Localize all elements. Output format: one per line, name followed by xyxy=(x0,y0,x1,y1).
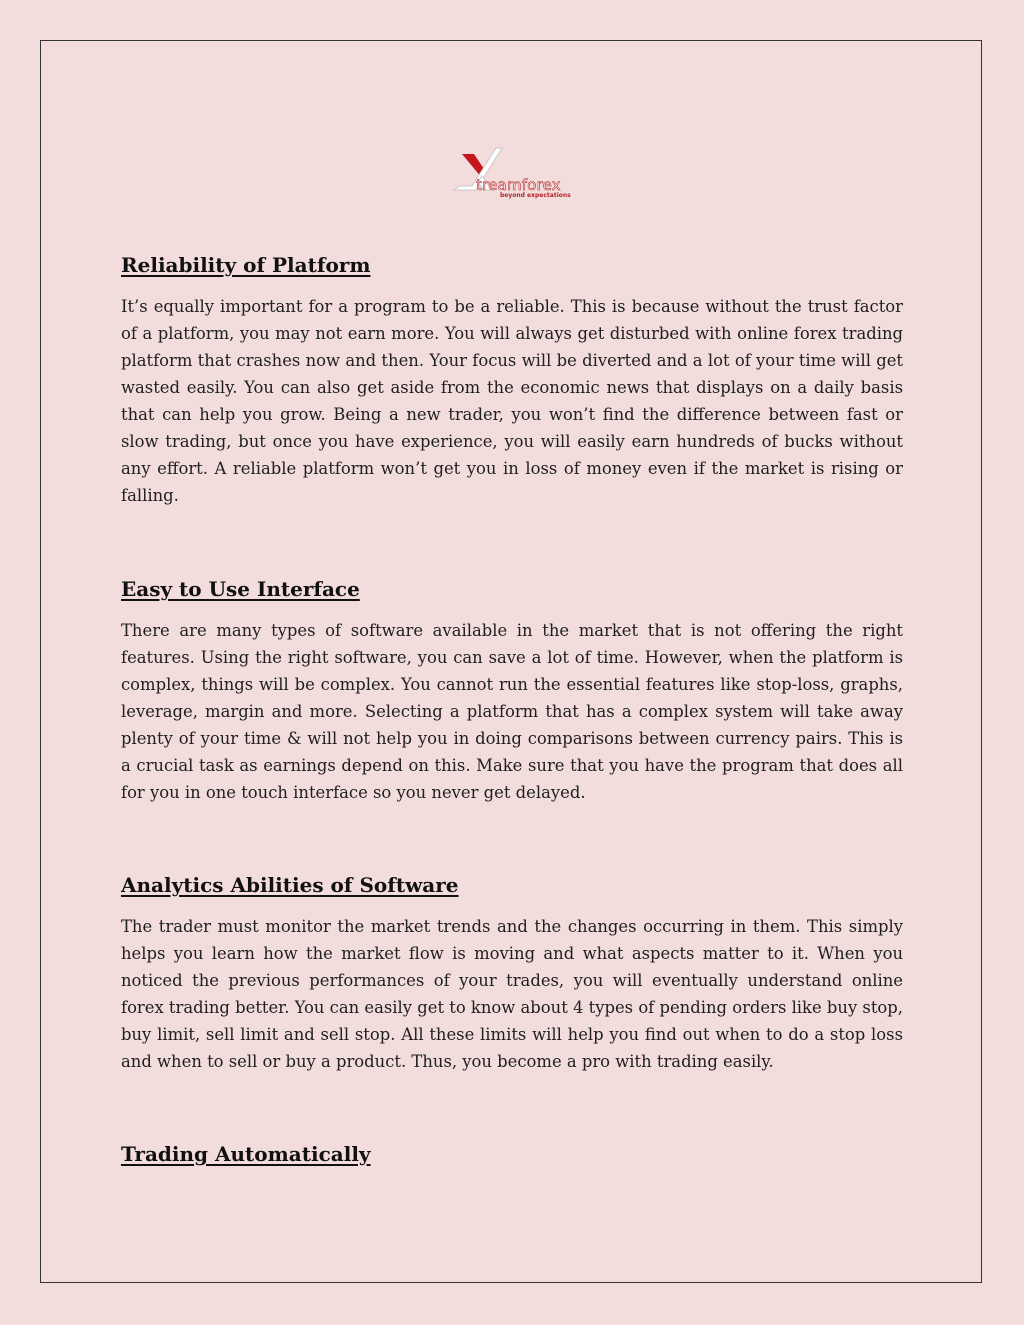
section-heading: Analytics Abilities of Software xyxy=(121,873,459,897)
section-paragraph: The trader must monitor the market trends and the changes occurring in them. This simply helps you learn how the market flow is moving and what aspects matter to it. When you noticed the previous performances of your trades, you will eventually understand online forex trading better. You can easily get to know about 4 types of pending orders like buy stop, buy limit, sell limit and sell stop. All these limits will help you find out when to do a stop loss and when to sell or buy a product. Thus, you become a pro with trading easily. xyxy=(121,917,903,1071)
logo-brand-text: treamforex xyxy=(476,176,561,194)
section-analytics xyxy=(121,870,903,1075)
section-paragraph: It’s equally important for a program to be a reliable. This is because without the trust factor of a platform, you may not earn more. You will always get disturbed with online forex trading platform that crashes now and then. Your focus will be diverted and a lot of your time will get wasted easily. You can also get aside from the economic news that displays on a daily basis that can help you grow. Being a new trader, you won’t find the difference between fast or slow trading, but once you have experience, you will easily earn hundreds of bucks without any effort. A reliable platform won’t get you in loss of money even if the market is rising or falling. xyxy=(121,297,903,505)
section-reliability xyxy=(121,250,903,509)
section-paragraph: There are many types of software available in the market that is not offering the right features. Using the right software, you can save a lot of time. However, when the platform is complex, things will be complex. You cannot run the essential features like stop-loss, graphs, leverage, margin and more. Selecting a platform that has a complex system will take away plenty of your time & will not help you in doing comparisons between currency pairs. This is a crucial task as earnings depend on this. Make sure that you have the program that does all for you in one touch interface so you never get delayed. xyxy=(121,621,903,802)
xtreamforex-logo xyxy=(452,146,572,202)
section-heading: Easy to Use Interface xyxy=(121,577,360,601)
logo-tagline: beyond expectations xyxy=(500,192,571,199)
section-easy-interface xyxy=(121,574,903,806)
section-trading-automatically xyxy=(121,1139,903,1182)
section-heading: Trading Automatically xyxy=(121,1142,371,1166)
section-heading: Reliability of Platform xyxy=(121,253,371,277)
